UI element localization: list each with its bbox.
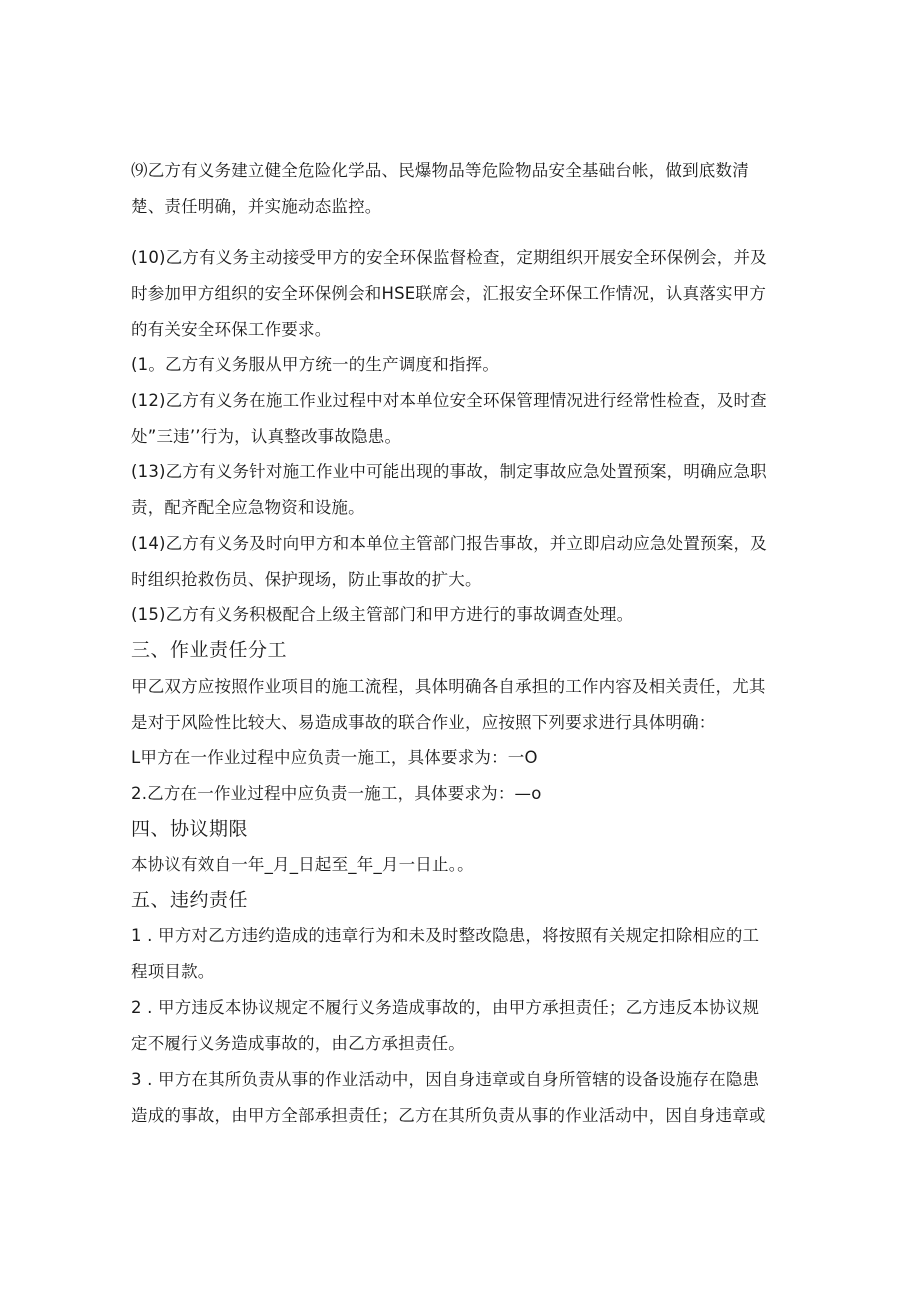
section-3-para-line-2: 是对于风险性比较大、易造成事故的联合作业，应按照下列要求进行具体明确： bbox=[131, 713, 716, 732]
clause-13-line-2: 责，配齐配全应急物资和设施。 bbox=[131, 498, 365, 517]
section-3-heading: 三、作业责任分工 bbox=[131, 639, 288, 661]
clause-9-line-2: 楚、责任明确，并实施动态监控。 bbox=[131, 197, 382, 216]
clause-14-line-1: (14)乙方有义务及时向甲方和本单位主管部门报告事故，并立即启动应急处置预案，及 bbox=[131, 534, 767, 553]
clause-9-line-1: ⑼乙方有义务建立健全危险化学品、民爆物品等危险物品安全基础台帐，做到底数清 bbox=[131, 161, 749, 180]
section-4-para: 本协议有效自一年_月_日起至_年_月一日止。。 bbox=[131, 855, 474, 874]
section-5-item-1-line-1: 1 . 甲方对乙方违约造成的违章行为和未及时整改隐患，将按照有关规定扣除相应的工 bbox=[131, 926, 760, 945]
section-5-item-1-line-2: 程项目款。 bbox=[131, 962, 215, 981]
section-3-para-line-1: 甲乙双方应按照作业项目的施工流程，具体明确各自承担的工作内容及相关责任，尤其 bbox=[131, 677, 766, 696]
section-3-item-2: 2.乙方在一作业过程中应负责一施工，具体要求为：—o bbox=[131, 784, 542, 803]
clause-15-line-1: (15)乙方有义务积极配合上级主管部门和甲方进行的事故调查处理。 bbox=[131, 605, 634, 624]
clause-12-line-1: (12)乙方有义务在施工作业过程中对本单位安全环保管理情况进行经常性检查，及时查 bbox=[131, 391, 767, 410]
section-3-item-1: L甲方在一作业过程中应负责一施工，具体要求为：一O bbox=[131, 748, 538, 767]
clause-12-line-2: 处”三违’’行为，认真整改事故隐患。 bbox=[131, 427, 402, 446]
clause-10-line-1: (10)乙方有义务主动接受甲方的安全环保监督检查，定期组织开展安全环保例会，并及 bbox=[131, 248, 767, 267]
section-5-item-3-line-2: 造成的事故，由甲方全部承担责任；乙方在其所负责从事的作业活动中，因自身违章或 bbox=[131, 1106, 766, 1125]
section-5-heading: 五、违约责任 bbox=[131, 889, 249, 911]
clause-14-line-2: 时组织抢救伤员、保护现场，防止事故的扩大。 bbox=[131, 570, 482, 589]
clause-10-line-3: 的有关安全环保工作要求。 bbox=[131, 320, 332, 339]
clause-11-line-1: (1。乙方有义务服从甲方统一的生产调度和指挥。 bbox=[131, 355, 500, 374]
section-5-item-2-line-2: 定不履行义务造成事故的，由乙方承担责任。 bbox=[131, 1034, 465, 1053]
section-5-item-3-line-1: 3 . 甲方在其所负责从事的作业活动中，因自身违章或自身所管辖的设备设施存在隐患 bbox=[131, 1070, 760, 1089]
section-5-item-2-line-1: 2 . 甲方违反本协议规定不履行义务造成事故的，由甲方承担责任；乙方违反本协议规 bbox=[131, 998, 760, 1017]
clause-13-line-1: (13)乙方有义务针对施工作业中可能出现的事故，制定事故应急处置预案，明确应急职 bbox=[131, 462, 767, 481]
section-4-heading: 四、协议期限 bbox=[131, 818, 249, 840]
clause-10-line-2: 时参加甲方组织的安全环保例会和HSE联席会，汇报安全环保工作情况，认真落实甲方 bbox=[131, 284, 767, 303]
